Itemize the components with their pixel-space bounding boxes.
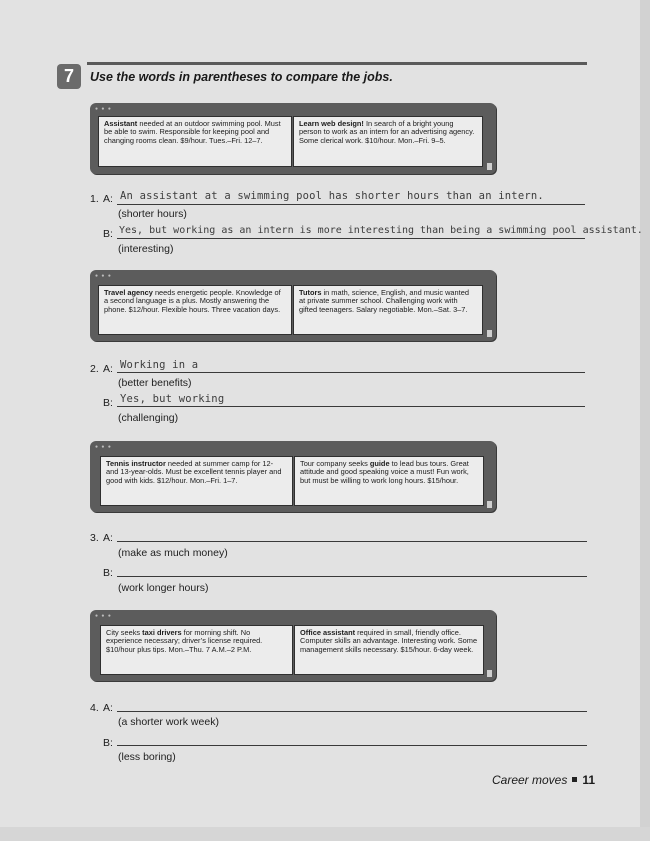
answer-text: Yes, but working as an intern is more interesting than being a swimming pool assistant. [119, 225, 643, 236]
answer-line [117, 406, 585, 407]
prompt-cue: (better benefits) [118, 377, 192, 389]
scroll-tab [487, 501, 492, 508]
job-ad-text: Tour company seeks [300, 459, 370, 468]
job-ad-title: Tennis instructor [106, 459, 166, 468]
job-ads-window [90, 270, 496, 341]
job-ad-text: required in small, friendly office. Computer skills an advantage. Interesting work. Some management skills necessary. $15/hour. 6-day week. [300, 628, 478, 654]
job-ads-window [90, 441, 496, 512]
job-ad [293, 285, 483, 335]
job-ad [98, 116, 292, 167]
job-ads-window [90, 103, 496, 174]
job-ad-title: Office assistant [300, 628, 356, 637]
answer-line [117, 576, 587, 577]
scroll-tab [487, 330, 492, 337]
job-ad-title: Learn web design! [299, 119, 364, 128]
prompt-cue: (challenging) [118, 412, 179, 424]
page-number: 11 [582, 773, 596, 787]
scroll-tab [487, 670, 492, 677]
job-ad-text: in math, science, English, and music wanted at private summer school. Challenging work with gifted teenagers. Salary negotiable. Mon.–Sat. 3–7. [299, 288, 469, 314]
job-ads-window [90, 610, 496, 681]
exercise-instruction: Use the words in parentheses to compare the jobs. [90, 70, 393, 84]
job-ad [100, 456, 293, 506]
speaker-a-label: A: [103, 702, 113, 714]
job-ad-text: In search of a bright young person to work as an intern for an advertising agency. Some clerical work. $10/hour. Mon.–Fri. 9–5. [299, 119, 475, 145]
prompt-cue: (a shorter work week) [118, 716, 219, 728]
job-ad-text: for morning shift. No experience necessary; driver’s license required. $10/hour plus tips. Mon.–Thu. 7 A.M.–2 P.M. [106, 628, 263, 654]
speaker-b-label: B: [103, 737, 113, 749]
job-ad [294, 456, 484, 506]
window-controls-icon: ● ● ● [95, 106, 112, 112]
question-number: 2. [90, 363, 99, 375]
prompt-cue: (less boring) [118, 751, 176, 763]
job-ad-text: City seeks [106, 628, 143, 637]
job-ad-title: guide [369, 459, 390, 468]
answer-line [117, 541, 587, 542]
answer-text: An assistant at a swimming pool has shorter hours than an intern. [120, 190, 544, 202]
scroll-tab [487, 163, 492, 170]
prompt-cue: (interesting) [118, 243, 174, 255]
exercise-number-badge: 7 [57, 64, 81, 89]
answer-line [117, 745, 587, 746]
job-ad [293, 116, 483, 167]
question-number: 1. [90, 193, 99, 205]
window-controls-icon: ● ● ● [95, 444, 112, 450]
job-ad-text: needs energetic people. Knowledge of a second language is a plus. Mostly answering the phone. $12/hour. Flexible hours. Three vacation days. [104, 288, 281, 314]
job-ad-text: needed at an outdoor swimming pool. Must be able to swim. Responsible for keeping pool and changing rooms clean. $9/hour. Tues.–Fri. 12–7. [104, 119, 281, 145]
prompt-cue: (work longer hours) [118, 582, 209, 594]
job-ad [98, 285, 292, 335]
page-edge-bottom [0, 827, 650, 841]
job-ad-text: needed at summer camp for 12- and 13-year-olds. Must be excellent tennis player and good with kids. $12/hour. Mon.–Fri. 1–7. [106, 459, 282, 485]
page-edge [640, 0, 650, 841]
speaker-b-label: B: [103, 397, 113, 409]
answer-line [117, 204, 585, 205]
answer-text: Yes, but working [120, 393, 225, 405]
job-ad-title: Assistant [104, 119, 138, 128]
job-ad-text: to lead bus tours. Great attitude and good speaking voice a must! Fun work, but must be willing to work long hours. $15/hour. [300, 459, 469, 485]
answer-line [117, 372, 585, 373]
question-number: 4. [90, 702, 99, 714]
job-ad [100, 625, 293, 675]
window-controls-icon: ● ● ● [95, 613, 112, 619]
page-footer [492, 773, 595, 787]
window-controls-icon: ● ● ● [95, 273, 112, 279]
answer-text: Working in a [120, 359, 199, 371]
speaker-a-label: A: [103, 193, 113, 205]
answer-line [117, 238, 585, 239]
speaker-a-label: A: [103, 532, 113, 544]
job-ad [294, 625, 484, 675]
speaker-b-label: B: [103, 228, 113, 240]
speaker-b-label: B: [103, 567, 113, 579]
header-rule [87, 62, 587, 65]
prompt-cue: (make as much money) [118, 547, 228, 559]
answer-line [117, 711, 587, 712]
speaker-a-label: A: [103, 363, 113, 375]
prompt-cue: (shorter hours) [118, 208, 187, 220]
unit-title: Career moves [492, 773, 568, 787]
job-ad-title: Tutors [299, 288, 322, 297]
square-bullet-icon [572, 777, 577, 782]
job-ad-title: taxi drivers [142, 628, 182, 637]
job-ad-title: Travel agency [104, 288, 153, 297]
question-number: 3. [90, 532, 99, 544]
